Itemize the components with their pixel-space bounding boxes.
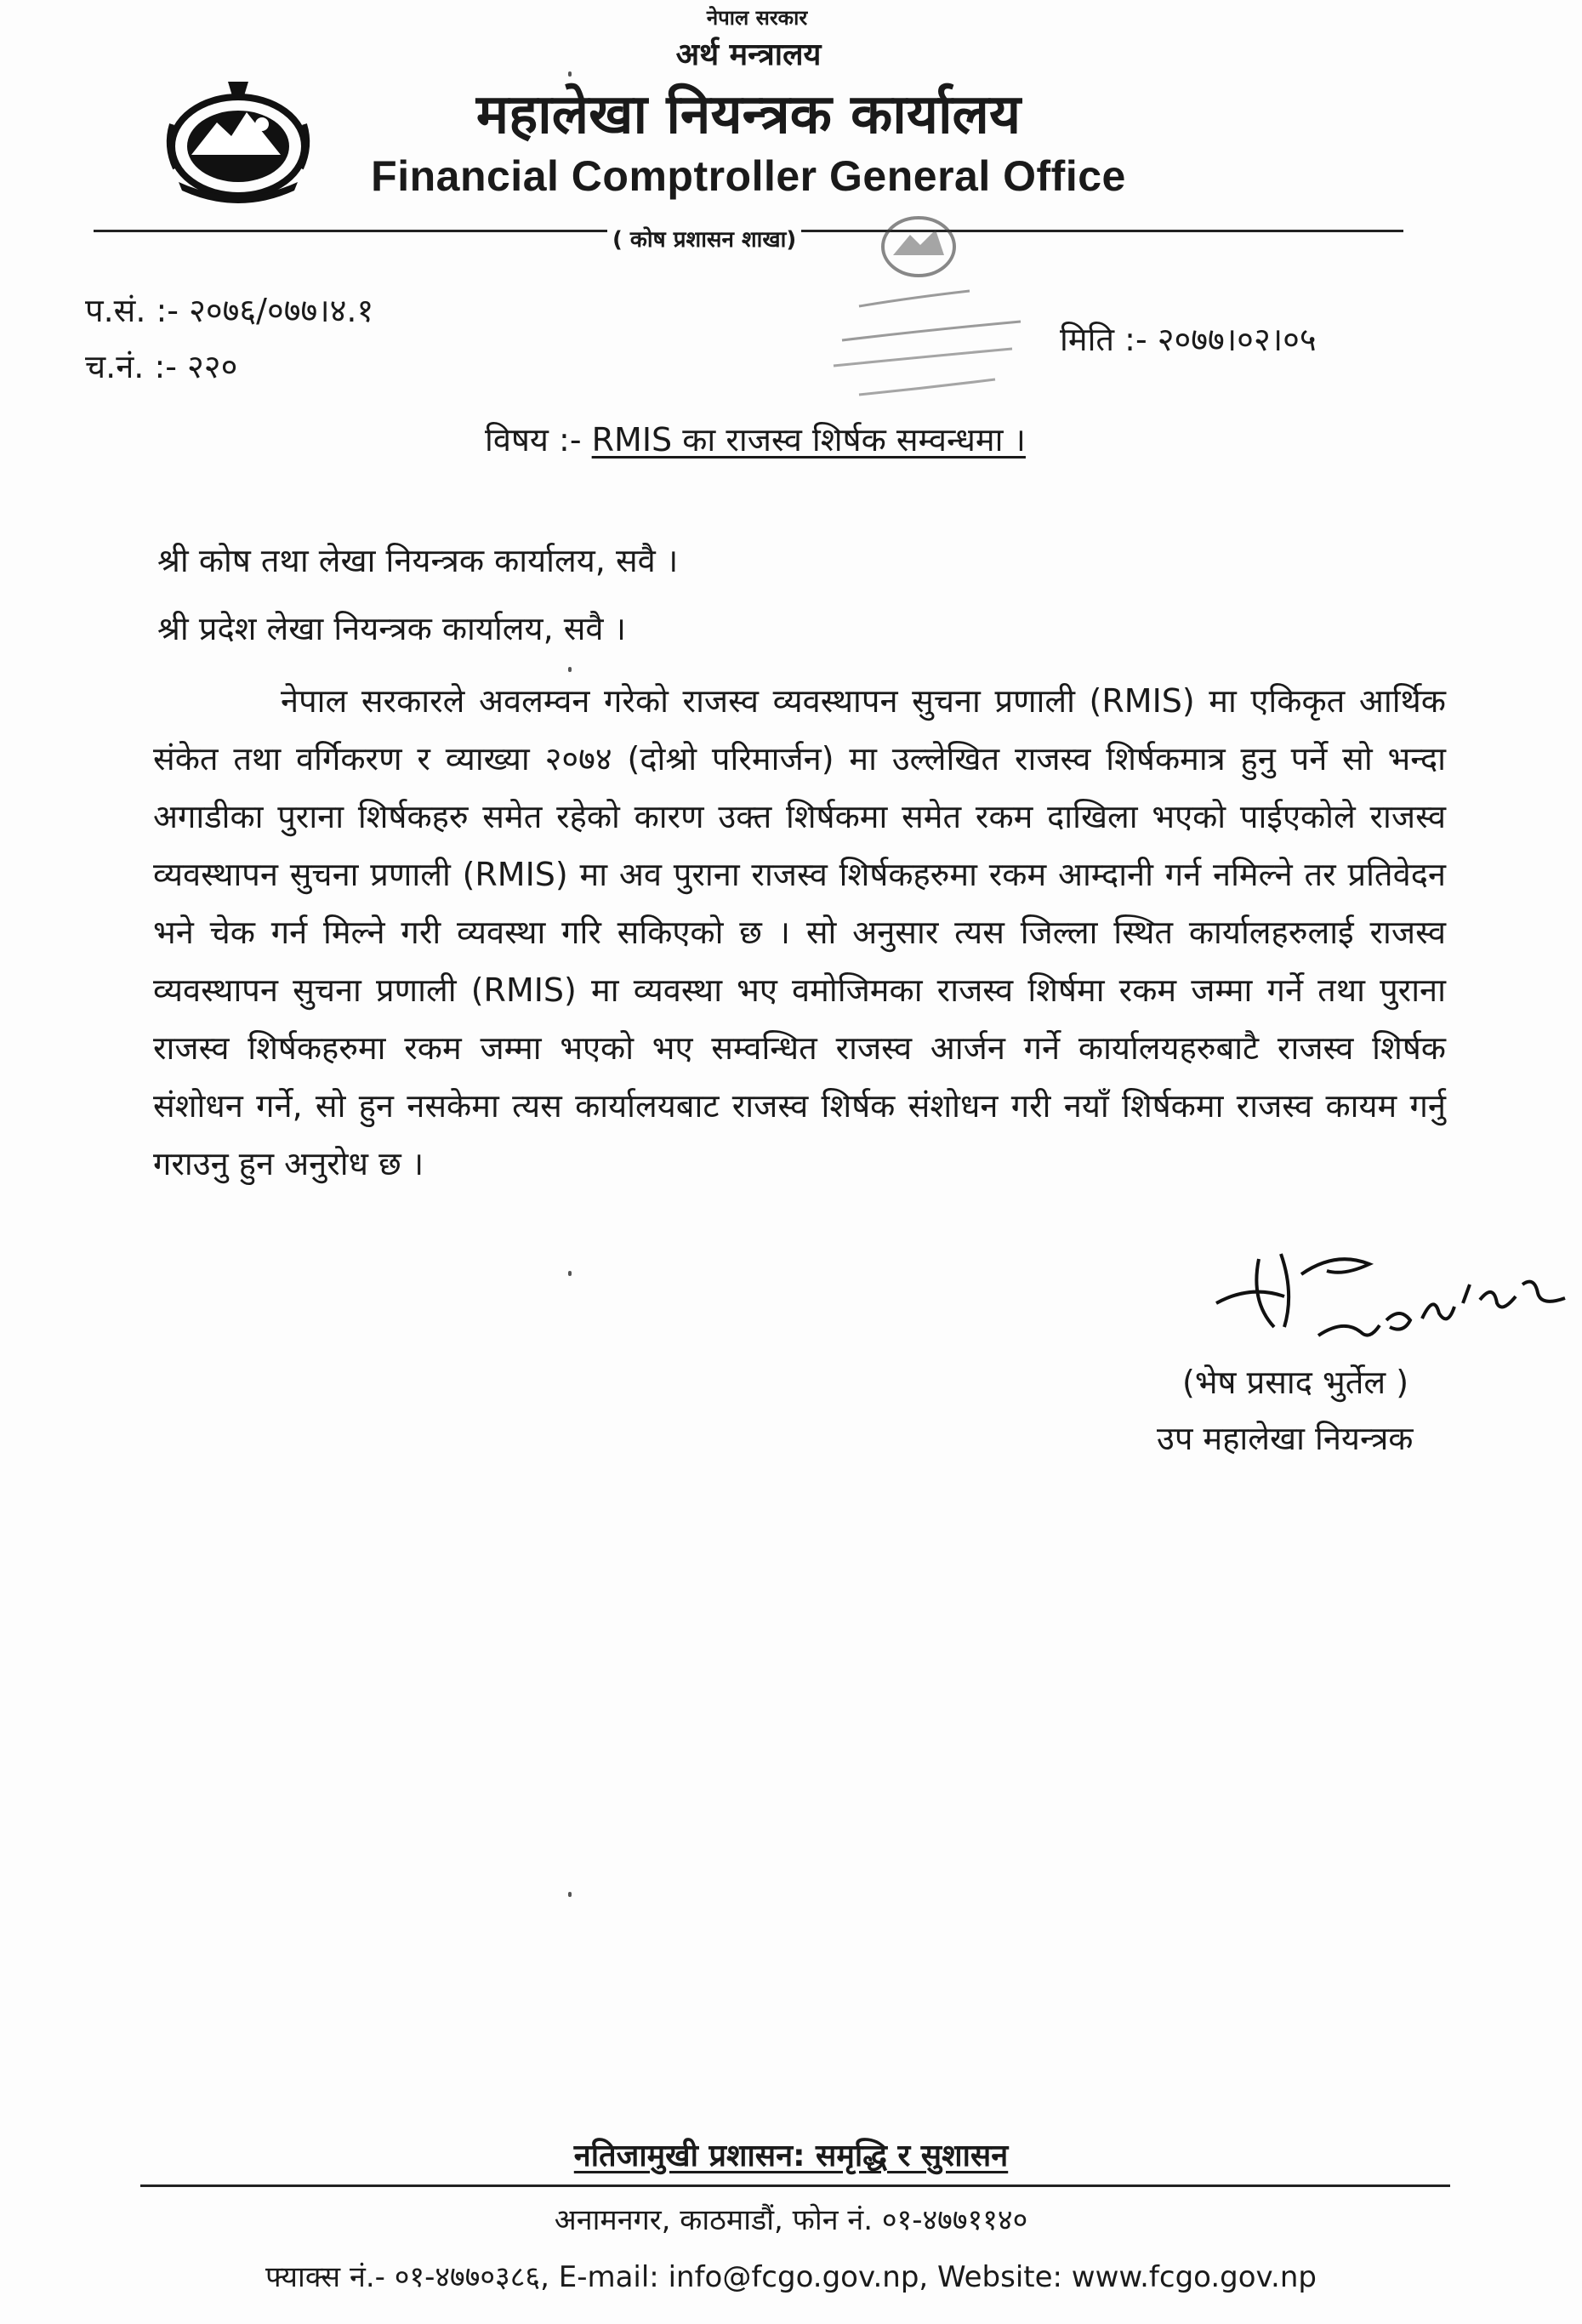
nepal-emblem-icon <box>153 73 323 209</box>
letter-date: मिति :- २०७७।०२।०५ <box>1060 321 1317 358</box>
addressee-line: श्री कोष तथा लेखा नियन्त्रक कार्यालय, सवै । <box>157 542 679 579</box>
office-motto: नतिजामुखी प्रशासन: समृद्धि र सुशासन <box>573 2139 1009 2173</box>
reference-number: प.सं. :- २०७६/०७७।४.१ <box>85 292 374 329</box>
ministry-name: अर्थ मन्त्रालय <box>675 37 822 72</box>
dispatch-number: च.नं. :- २२० <box>85 348 238 385</box>
scan-speck <box>568 1892 572 1897</box>
handwritten-signature-icon <box>1199 1225 1573 1361</box>
subject-text: RMIS का राजस्व शिर्षक सम्वन्धमा । <box>591 421 1026 459</box>
office-contact: फ्याक्स नं.- ०१-४७७०३८६, E-mail: info@fcgo.gov.np, Website: www.fcgo.gov.np <box>265 2260 1317 2294</box>
subject-label: विषय :- <box>485 421 592 459</box>
footer-divider <box>140 2184 1450 2187</box>
signatory-name: (भेष प्रसाद भुर्तेल ) <box>1182 1364 1409 1401</box>
branch-name: ( कोष प्रशासन शाखा) <box>607 223 801 253</box>
subject-line <box>485 417 1026 461</box>
government-name: नेपाल सरकार <box>706 6 808 30</box>
scan-speck <box>568 667 572 672</box>
office-name-english: Financial Comptroller General Office <box>371 152 1126 200</box>
office-address: अनामनगर, काठमाडौं, फोन नं. ०१-४७७११४० <box>554 2203 1028 2237</box>
letter-body: नेपाल सरकारले अवलम्वन गरेको राजस्व व्यवस्थापन सुचना प्रणाली (RMIS) मा एकिकृत आर्थिक संकेत तथा वर्गिकरण र व्याख्या २०७४ (दोश्रो परिमार्जन) मा उल्लेखित राजस्व शिर्षकमात्र हुनु पर्ने सो भन्दा अगाडीका पुराना शिर्षकहरु समेत रहेको कारण उक्त शिर्षकमा समेत रकम दाखिला भएको पाईएकोले राजस्व व्यवस्थापन सुचना प्रणाली (RMIS) मा अव पुराना राजस्व शिर्षकहरुमा रकम आम्दानी गर्न नमिल्ने तर प्रतिवेदन भने चेक गर्न मिल्ने गरी व्यवस्था गरि सकिएको छ । सो अनुसार त्यस जिल्ला स्थित कार्यालहरुलाई राजस्व व्यवस्थापन सुचना प्रणाली (RMIS) मा व्यवस्था भए वमोजिमका राजस्व शिर्षमा रकम जम्मा गर्ने तथा पुराना राजस्व शिर्षकहरुमा रकम जम्मा भएको भए सम्वन्धित राजस्व आर्जन गर्ने कार्यालयहरुबाटै राजस्व शिर्षक संशोधन गर्ने, सो हुन नसकेमा त्यस कार्यालयबाट राजस्व शिर्षक संशोधन गरी नयाँ शिर्षकमा राजस्व कायम गर्नु गराउनु हुन अनुरोध छ । <box>153 682 1446 1182</box>
scan-speck <box>568 71 572 77</box>
scan-speck <box>568 1271 572 1276</box>
office-stamp-icon <box>808 213 1063 417</box>
signatory-title: उप महालेखा नियन्त्रक <box>1157 1420 1414 1457</box>
office-name-nepali: महालेखा नियन्त्रक कार्यालय <box>475 83 1021 146</box>
addressee-line: श्री प्रदेश लेखा नियन्त्रक कार्यालय, सवै । <box>157 610 627 647</box>
